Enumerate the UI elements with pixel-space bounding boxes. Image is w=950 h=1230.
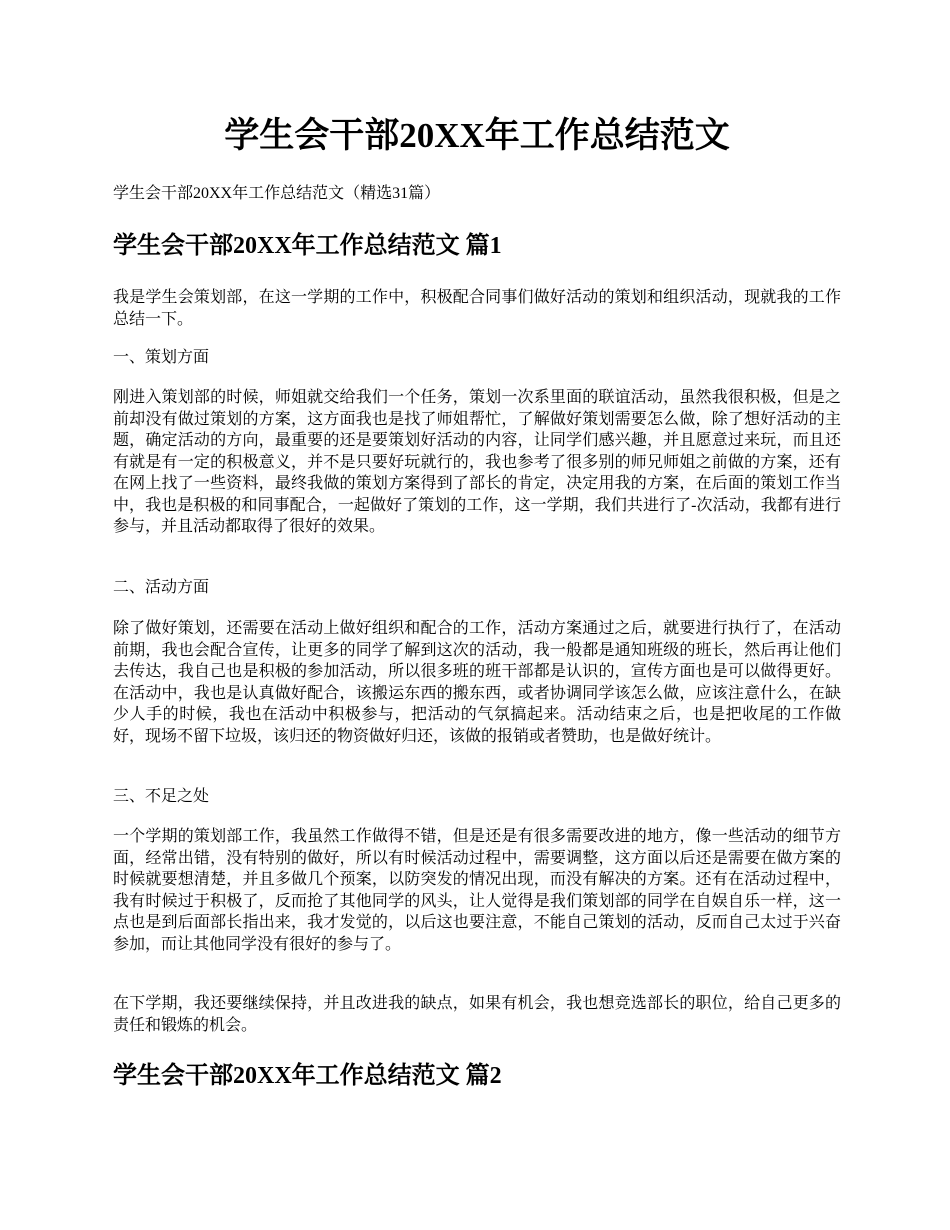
part2-paragraph: 除了做好策划，还需要在活动上做好组织和配合的工作，活动方案通过之后，就要进行执行了，在活动前期，我也会配合宣传，让更多的同学了解到这次的活动，我一般都是通知班级的班长，然后再让他们去传达，我自己也是积极的参加活动，所以很多班的班干部都是认识的，宣传方面也是可以做得更好。在活动中，我也是认真做好配合，该搬运东西的搬东西，或者协调同学该怎么做，应该注意什么，在缺少人手的时候，我也在活动中积极参与，把活动的气氛搞起来。活动结束之后，也是把收尾的工作做好，现场不留下垃圾，该归还的物资做好归还，该做的报销或者赞助，也是做好统计。 bbox=[113, 620, 841, 745]
part3-heading: 三、不足之处 bbox=[113, 788, 210, 805]
part1-heading: 一、策划方面 bbox=[113, 349, 210, 366]
section-heading-1: 学生会干部20XX年工作总结范文 篇1 bbox=[113, 233, 502, 259]
part1-paragraph: 刚进入策划部的时候，师姐就交给我们一个任务，策划一次系里面的联谊活动，虽然我很积极，但是之前却没有做过策划的方案，这方面我也是找了师姐帮忙，了解做好策划需要怎么做，除了想好活动的主题，确定活动的方向，最重要的还是要策划好活动的内容，让同学们感兴趣，并且愿意过来玩，而且还有就是有一定的积极意义，并不是只要好玩就行的，我也参考了很多别的师兄师姐之前做的方案，还有在网上找了一些资料，最终我做的策划方案得到了部长的肯定，决定用我的方案，在后面的策划工作当中，我也是积极的和同事配合，一起做好了策划的工作，这一学期，我们共进行了-次活动，我都有进行参与，并且活动都取得了很好的效果。 bbox=[113, 389, 841, 535]
document-subtitle: 学生会干部20XX年工作总结范文（精选31篇） bbox=[113, 185, 441, 202]
part2-heading: 二、活动方面 bbox=[113, 579, 210, 596]
document-title: 学生会干部20XX年工作总结范文 bbox=[224, 116, 730, 155]
closing-paragraph: 在下学期，我还要继续保持，并且改进我的缺点，如果有机会，我也想竞选部长的职位，给自己更多的责任和锻炼的机会。 bbox=[113, 995, 841, 1034]
intro-paragraph: 我是学生会策划部，在这一学期的工作中，积极配合同事们做好活动的策划和组织活动，现就我的工作总结一下。 bbox=[113, 289, 841, 328]
part3-paragraph: 一个学期的策划部工作，我虽然工作做得不错，但是还是有很多需要改进的地方，像一些活动的细节方面，经常出错，没有特别的做好，所以有时候活动过程中，需要调整，这方面以后还是需要在做方案的时候就要想清楚，并且多做几个预案，以防突发的情况出现，而没有解决的方案。还有在活动过程中，我有时候过于积极了，反而抢了其他同学的风头，让人觉得是我们策划部的同学在自娱自乐一样，这一点也是到后面部长指出来，我才发觉的，以后这也要注意，不能自己策划的活动，反而自己太过于兴奋参加，而让其他同学没有很好的参与了。 bbox=[113, 828, 841, 953]
section-heading-2: 学生会干部20XX年工作总结范文 篇2 bbox=[113, 1063, 502, 1089]
